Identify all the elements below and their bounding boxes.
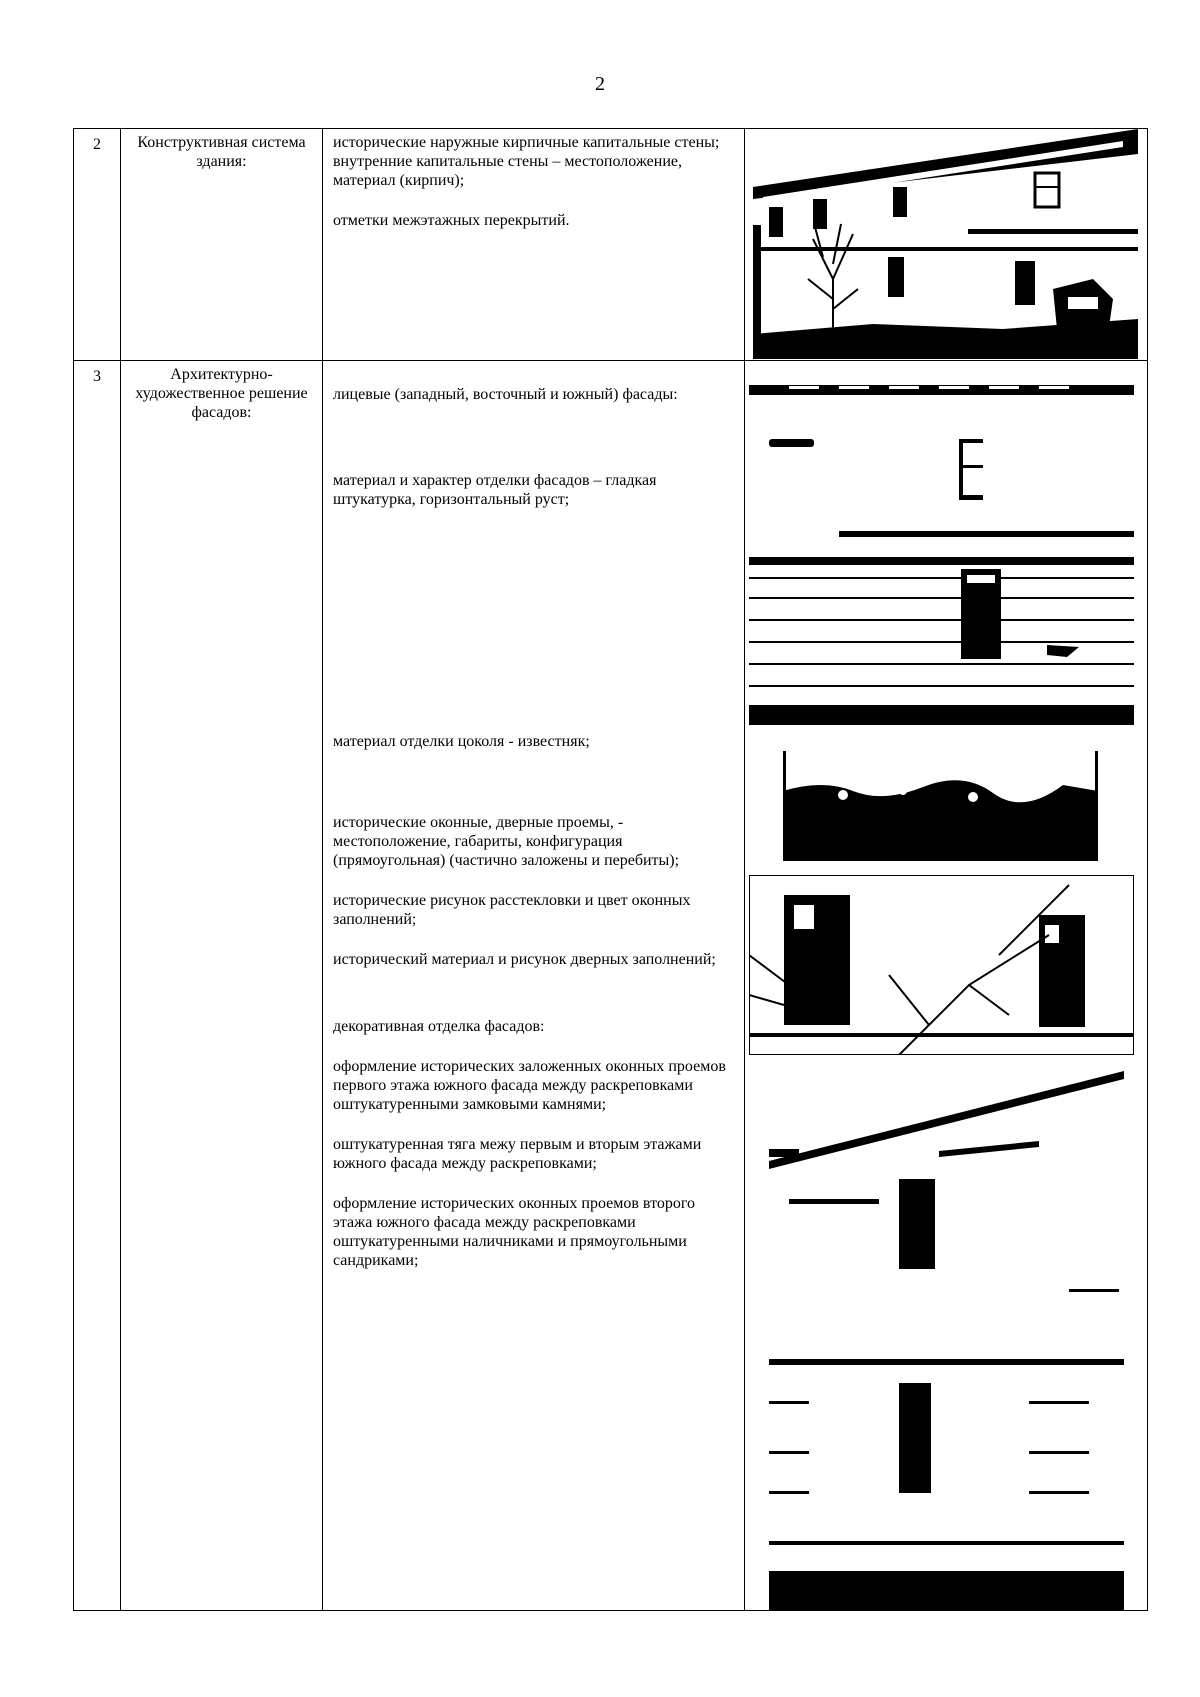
windows-photo xyxy=(749,875,1134,1055)
monument-subject-table xyxy=(73,128,1148,1611)
row-number: 3 xyxy=(74,361,121,1611)
description-paragraph: оформление исторических оконных проемов второго этажа южного фасада между раскреповками оштукатуренными наличниками и прямоугольными сандриками; xyxy=(333,1195,696,1269)
description-paragraph: оформление исторических заложенных оконных проемов первого этажа южного фасада между раскреповками оштукатуренными замковыми камнями; xyxy=(333,1058,726,1113)
table-row xyxy=(74,361,1148,1611)
photo-cell xyxy=(745,129,1148,361)
description-paragraph: исторический материал и рисунок дверных заполнений; xyxy=(333,951,716,968)
description-paragraph: оштукатуренная тяга межу первым и вторым этажами южного фасада между раскреповками; xyxy=(333,1136,702,1172)
plinth-photo xyxy=(783,751,1098,861)
row-category: Архитектурно-художественное решение фасадов: xyxy=(121,361,323,1611)
description-paragraph: декоративная отделка фасадов: xyxy=(333,1018,545,1035)
facade-photo-1 xyxy=(753,129,1138,359)
south-facade-photo xyxy=(769,1071,1124,1611)
description-paragraph: материал отделки цоколя - известняк; xyxy=(333,733,590,750)
description-paragraph: лицевые (западный, восточный и южный) фасады: xyxy=(333,386,678,403)
row-number: 2 xyxy=(74,129,121,361)
photo-cell xyxy=(745,361,1148,1611)
page-number: 2 xyxy=(595,73,605,95)
facade-photo-2 xyxy=(749,371,1134,539)
row-description xyxy=(323,361,745,1611)
row-description xyxy=(323,129,745,361)
description-paragraph: исторические наружные кирпичные капитальные стены; внутренние капитальные стены – местоположение, материал (кирпич); xyxy=(333,134,720,189)
row-category: Конструктивная система здания: xyxy=(121,129,323,361)
facade-photo-3 xyxy=(749,557,1134,725)
description-paragraph: отметки межэтажных перекрытий. xyxy=(333,212,570,229)
description-paragraph: материал и характер отделки фасадов – гладкая штукатурка, горизонтальный руст; xyxy=(333,472,657,508)
description-paragraph: исторические рисунок расстекловки и цвет оконных заполнений; xyxy=(333,892,691,928)
description-paragraph: исторические оконные, дверные проемы, - местоположение, габариты, конфигурация (прямоугольная) (частично заложены и перебиты); xyxy=(333,814,680,869)
table-row xyxy=(74,129,1148,361)
